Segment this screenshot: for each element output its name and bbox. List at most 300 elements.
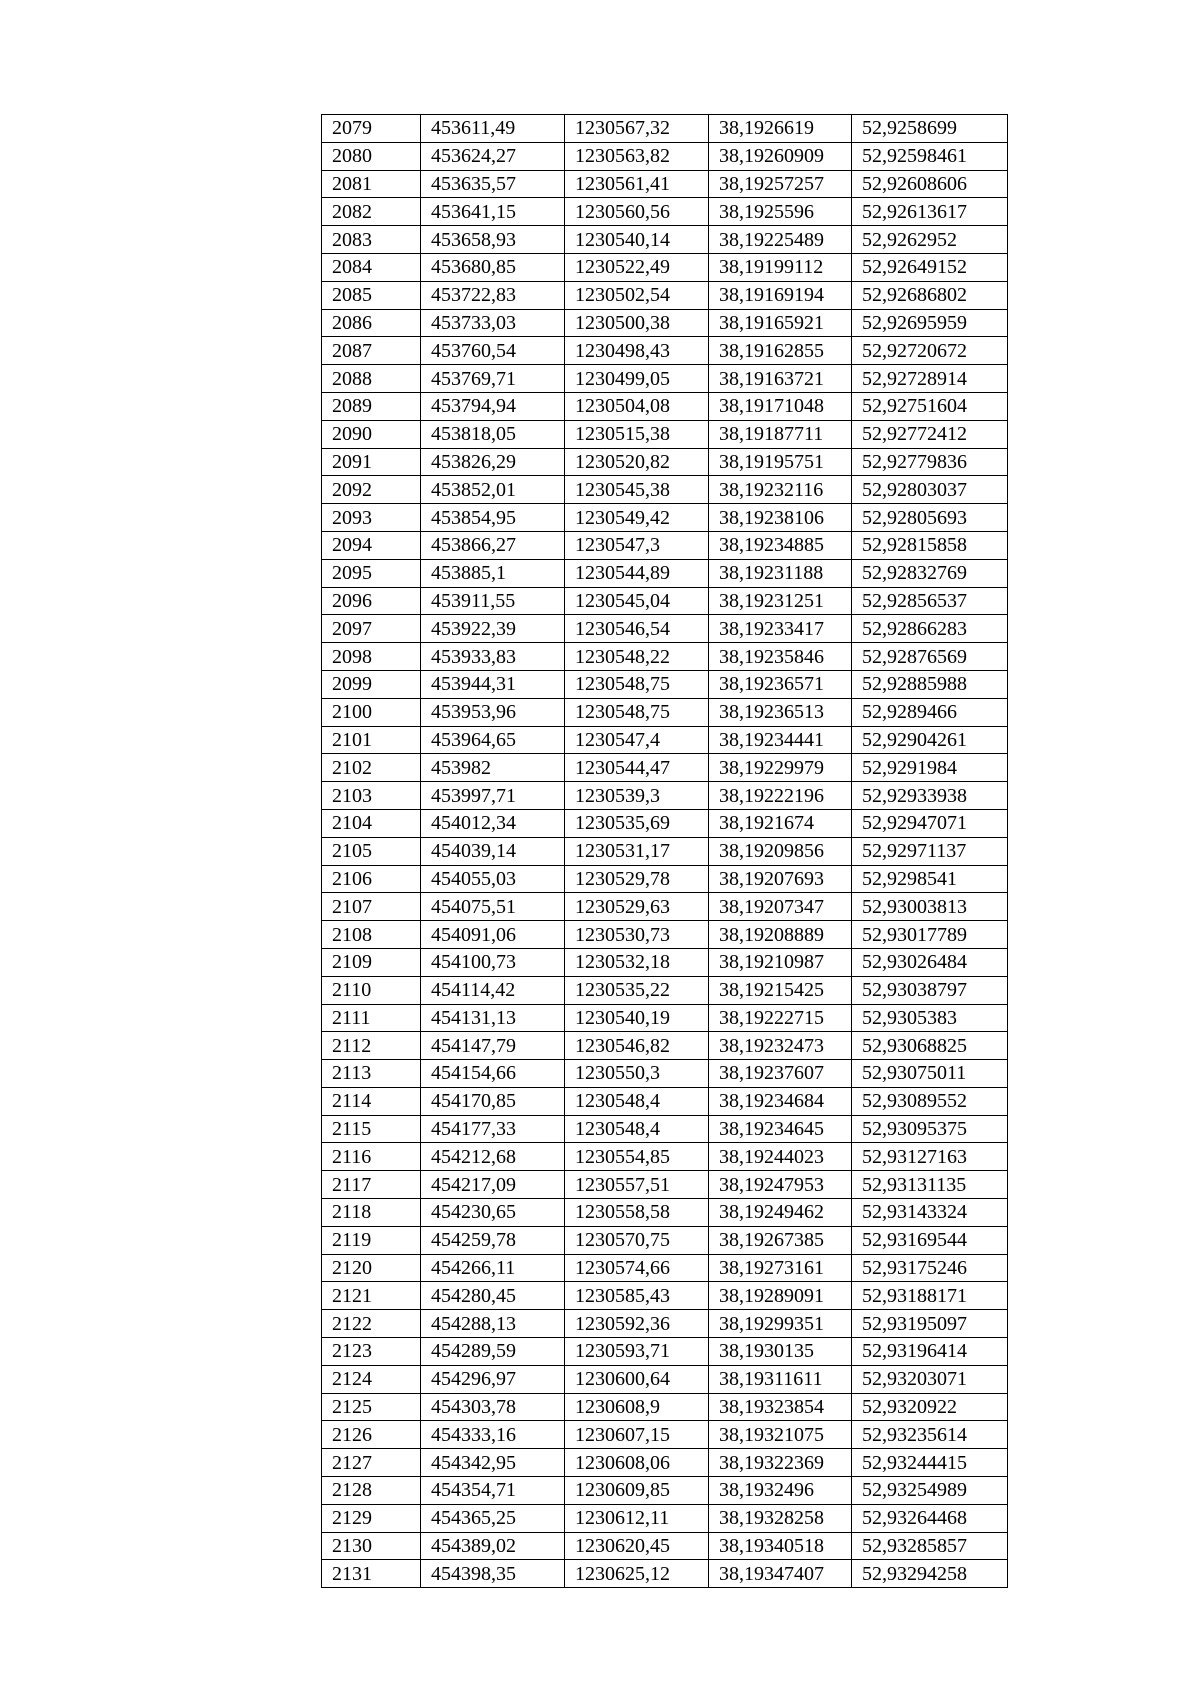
x-coordinate-cell: 453953,96 [421,698,565,726]
point-number-cell: 2104 [322,809,421,837]
latitude-cell: 52,92779836 [852,448,1008,476]
x-coordinate-cell: 454170,85 [421,1087,565,1115]
x-coordinate-cell: 453922,39 [421,615,565,643]
x-coordinate-cell: 453611,49 [421,115,565,143]
longitude-cell: 38,19207347 [709,893,852,921]
y-coordinate-cell: 1230546,54 [565,615,709,643]
y-coordinate-cell: 1230548,75 [565,670,709,698]
y-coordinate-cell: 1230570,75 [565,1226,709,1254]
y-coordinate-cell: 1230544,89 [565,559,709,587]
y-coordinate-cell: 1230608,9 [565,1393,709,1421]
table-row [322,1282,1008,1310]
x-coordinate-cell: 454039,14 [421,837,565,865]
point-number-cell: 2095 [322,559,421,587]
y-coordinate-cell: 1230608,06 [565,1449,709,1477]
point-number-cell: 2084 [322,253,421,281]
x-coordinate-cell: 454266,11 [421,1254,565,1282]
y-coordinate-cell: 1230585,43 [565,1282,709,1310]
point-number-cell: 2099 [322,670,421,698]
latitude-cell: 52,93127163 [852,1143,1008,1171]
table-row [322,615,1008,643]
table-row [322,1032,1008,1060]
x-coordinate-cell: 453911,55 [421,587,565,615]
longitude-cell: 38,19199112 [709,253,852,281]
x-coordinate-cell: 453933,83 [421,643,565,671]
y-coordinate-cell: 1230515,38 [565,420,709,448]
longitude-cell: 38,19171048 [709,392,852,420]
y-coordinate-cell: 1230593,71 [565,1338,709,1366]
longitude-cell: 38,19340518 [709,1532,852,1560]
point-number-cell: 2100 [322,698,421,726]
longitude-cell: 38,19163721 [709,365,852,393]
point-number-cell: 2108 [322,921,421,949]
table-row [322,253,1008,281]
x-coordinate-cell: 453624,27 [421,142,565,170]
x-coordinate-cell: 454389,02 [421,1532,565,1560]
latitude-cell: 52,93196414 [852,1338,1008,1366]
y-coordinate-cell: 1230499,05 [565,365,709,393]
latitude-cell: 52,92904261 [852,726,1008,754]
latitude-cell: 52,92608606 [852,170,1008,198]
point-number-cell: 2097 [322,615,421,643]
y-coordinate-cell: 1230558,58 [565,1199,709,1227]
latitude-cell: 52,92720672 [852,337,1008,365]
longitude-cell: 38,19225489 [709,226,852,254]
x-coordinate-cell: 454147,79 [421,1032,565,1060]
x-coordinate-cell: 454398,35 [421,1560,565,1588]
longitude-cell: 38,19236571 [709,670,852,698]
longitude-cell: 38,19322369 [709,1449,852,1477]
latitude-cell: 52,92805693 [852,504,1008,532]
table-row [322,1560,1008,1588]
latitude-cell: 52,92751604 [852,392,1008,420]
point-number-cell: 2085 [322,281,421,309]
point-number-cell: 2087 [322,337,421,365]
point-number-cell: 2079 [322,115,421,143]
latitude-cell: 52,9291984 [852,754,1008,782]
longitude-cell: 38,19162855 [709,337,852,365]
point-number-cell: 2122 [322,1310,421,1338]
latitude-cell: 52,93143324 [852,1199,1008,1227]
table-row [322,115,1008,143]
table-row [322,1393,1008,1421]
y-coordinate-cell: 1230540,14 [565,226,709,254]
longitude-cell: 38,1932496 [709,1477,852,1505]
latitude-cell: 52,92832769 [852,559,1008,587]
latitude-cell: 52,92933938 [852,782,1008,810]
latitude-cell: 52,9305383 [852,1004,1008,1032]
latitude-cell: 52,93017789 [852,921,1008,949]
y-coordinate-cell: 1230548,4 [565,1115,709,1143]
point-number-cell: 2114 [322,1087,421,1115]
point-number-cell: 2096 [322,587,421,615]
latitude-cell: 52,93195097 [852,1310,1008,1338]
longitude-cell: 38,19187711 [709,420,852,448]
latitude-cell: 52,92695959 [852,309,1008,337]
y-coordinate-cell: 1230612,11 [565,1504,709,1532]
longitude-cell: 38,19210987 [709,948,852,976]
x-coordinate-cell: 454289,59 [421,1338,565,1366]
table-row [322,726,1008,754]
point-number-cell: 2091 [322,448,421,476]
longitude-cell: 38,19311611 [709,1365,852,1393]
x-coordinate-cell: 454212,68 [421,1143,565,1171]
x-coordinate-cell: 453866,27 [421,531,565,559]
y-coordinate-cell: 1230548,22 [565,643,709,671]
y-coordinate-cell: 1230554,85 [565,1143,709,1171]
longitude-cell: 38,19260909 [709,142,852,170]
y-coordinate-cell: 1230545,04 [565,587,709,615]
x-coordinate-cell: 454280,45 [421,1282,565,1310]
y-coordinate-cell: 1230600,64 [565,1365,709,1393]
y-coordinate-cell: 1230498,43 [565,337,709,365]
x-coordinate-cell: 453760,54 [421,337,565,365]
point-number-cell: 2113 [322,1060,421,1088]
y-coordinate-cell: 1230522,49 [565,253,709,281]
point-number-cell: 2107 [322,893,421,921]
longitude-cell: 38,19207693 [709,865,852,893]
point-number-cell: 2103 [322,782,421,810]
latitude-cell: 52,93089552 [852,1087,1008,1115]
table-row [322,893,1008,921]
y-coordinate-cell: 1230547,4 [565,726,709,754]
latitude-cell: 52,93169544 [852,1226,1008,1254]
longitude-cell: 38,19215425 [709,976,852,1004]
longitude-cell: 38,19249462 [709,1199,852,1227]
table-row [322,1087,1008,1115]
y-coordinate-cell: 1230529,78 [565,865,709,893]
x-coordinate-cell: 454288,13 [421,1310,565,1338]
x-coordinate-cell: 454114,42 [421,976,565,1004]
point-number-cell: 2089 [322,392,421,420]
latitude-cell: 52,9298541 [852,865,1008,893]
latitude-cell: 52,93203071 [852,1365,1008,1393]
y-coordinate-cell: 1230563,82 [565,142,709,170]
x-coordinate-cell: 454091,06 [421,921,565,949]
table-row [322,587,1008,615]
table-row [322,976,1008,1004]
table-row [322,754,1008,782]
table-row [322,1532,1008,1560]
longitude-cell: 38,19208889 [709,921,852,949]
x-coordinate-cell: 453982 [421,754,565,782]
table-row [322,865,1008,893]
table-row [322,921,1008,949]
latitude-cell: 52,93175246 [852,1254,1008,1282]
y-coordinate-cell: 1230547,3 [565,531,709,559]
latitude-cell: 52,92686802 [852,281,1008,309]
latitude-cell: 52,9289466 [852,698,1008,726]
point-number-cell: 2082 [322,198,421,226]
table-row [322,1365,1008,1393]
table-row [322,1060,1008,1088]
x-coordinate-cell: 453997,71 [421,782,565,810]
longitude-cell: 38,1925596 [709,198,852,226]
longitude-cell: 38,19209856 [709,837,852,865]
point-number-cell: 2129 [322,1504,421,1532]
latitude-cell: 52,92598461 [852,142,1008,170]
longitude-cell: 38,1926619 [709,115,852,143]
latitude-cell: 52,92803037 [852,476,1008,504]
longitude-cell: 38,19195751 [709,448,852,476]
y-coordinate-cell: 1230574,66 [565,1254,709,1282]
latitude-cell: 52,9320922 [852,1393,1008,1421]
latitude-cell: 52,93026484 [852,948,1008,976]
x-coordinate-cell: 454154,66 [421,1060,565,1088]
x-coordinate-cell: 453885,1 [421,559,565,587]
longitude-cell: 38,19235846 [709,643,852,671]
point-number-cell: 2083 [322,226,421,254]
table-row [322,170,1008,198]
x-coordinate-cell: 453733,03 [421,309,565,337]
x-coordinate-cell: 453769,71 [421,365,565,393]
longitude-cell: 38,19231251 [709,587,852,615]
table-row [322,392,1008,420]
table-row [322,698,1008,726]
point-number-cell: 2086 [322,309,421,337]
table-row [322,948,1008,976]
point-number-cell: 2110 [322,976,421,1004]
x-coordinate-cell: 454177,33 [421,1115,565,1143]
longitude-cell: 38,19273161 [709,1254,852,1282]
latitude-cell: 52,93294258 [852,1560,1008,1588]
point-number-cell: 2102 [322,754,421,782]
x-coordinate-cell: 454217,09 [421,1171,565,1199]
table-row [322,782,1008,810]
longitude-cell: 38,19233417 [709,615,852,643]
x-coordinate-cell: 453658,93 [421,226,565,254]
longitude-cell: 38,19237607 [709,1060,852,1088]
table-row [322,420,1008,448]
point-number-cell: 2124 [322,1365,421,1393]
point-number-cell: 2109 [322,948,421,976]
y-coordinate-cell: 1230539,3 [565,782,709,810]
y-coordinate-cell: 1230548,4 [565,1087,709,1115]
y-coordinate-cell: 1230535,69 [565,809,709,837]
x-coordinate-cell: 454333,16 [421,1421,565,1449]
latitude-cell: 52,93003813 [852,893,1008,921]
latitude-cell: 52,92815858 [852,531,1008,559]
table-row [322,1477,1008,1505]
point-number-cell: 2111 [322,1004,421,1032]
y-coordinate-cell: 1230567,32 [565,115,709,143]
table-row [322,337,1008,365]
latitude-cell: 52,93038797 [852,976,1008,1004]
longitude-cell: 38,1930135 [709,1338,852,1366]
table-row [322,142,1008,170]
table-row [322,1504,1008,1532]
point-number-cell: 2120 [322,1254,421,1282]
point-number-cell: 2093 [322,504,421,532]
latitude-cell: 52,93244415 [852,1449,1008,1477]
y-coordinate-cell: 1230546,82 [565,1032,709,1060]
x-coordinate-cell: 454075,51 [421,893,565,921]
x-coordinate-cell: 453852,01 [421,476,565,504]
latitude-cell: 52,93254989 [852,1477,1008,1505]
y-coordinate-cell: 1230502,54 [565,281,709,309]
latitude-cell: 52,92971137 [852,837,1008,865]
point-number-cell: 2121 [322,1282,421,1310]
point-number-cell: 2088 [322,365,421,393]
longitude-cell: 38,19257257 [709,170,852,198]
y-coordinate-cell: 1230540,19 [565,1004,709,1032]
point-number-cell: 2081 [322,170,421,198]
x-coordinate-cell: 453854,95 [421,504,565,532]
y-coordinate-cell: 1230535,22 [565,976,709,1004]
y-coordinate-cell: 1230500,38 [565,309,709,337]
longitude-cell: 38,1921674 [709,809,852,837]
y-coordinate-cell: 1230592,36 [565,1310,709,1338]
table-row [322,448,1008,476]
point-number-cell: 2117 [322,1171,421,1199]
x-coordinate-cell: 454131,13 [421,1004,565,1032]
table-row [322,1226,1008,1254]
point-number-cell: 2125 [322,1393,421,1421]
latitude-cell: 52,93285857 [852,1532,1008,1560]
coordinate-table-body [322,115,1008,1588]
point-number-cell: 2101 [322,726,421,754]
x-coordinate-cell: 454303,78 [421,1393,565,1421]
table-row [322,670,1008,698]
table-row [322,1004,1008,1032]
table-row [322,226,1008,254]
x-coordinate-cell: 453722,83 [421,281,565,309]
longitude-cell: 38,19232473 [709,1032,852,1060]
point-number-cell: 2118 [322,1199,421,1227]
latitude-cell: 52,93235614 [852,1421,1008,1449]
y-coordinate-cell: 1230550,3 [565,1060,709,1088]
longitude-cell: 38,19231188 [709,559,852,587]
longitude-cell: 38,19323854 [709,1393,852,1421]
longitude-cell: 38,19247953 [709,1171,852,1199]
point-number-cell: 2106 [322,865,421,893]
table-row [322,531,1008,559]
point-number-cell: 2092 [322,476,421,504]
y-coordinate-cell: 1230545,38 [565,476,709,504]
point-number-cell: 2119 [322,1226,421,1254]
y-coordinate-cell: 1230529,63 [565,893,709,921]
x-coordinate-cell: 453944,31 [421,670,565,698]
x-coordinate-cell: 454342,95 [421,1449,565,1477]
point-number-cell: 2112 [322,1032,421,1060]
longitude-cell: 38,19328258 [709,1504,852,1532]
longitude-cell: 38,19229979 [709,754,852,782]
latitude-cell: 52,92856537 [852,587,1008,615]
longitude-cell: 38,19234885 [709,531,852,559]
longitude-cell: 38,19222715 [709,1004,852,1032]
table-row [322,1421,1008,1449]
y-coordinate-cell: 1230504,08 [565,392,709,420]
y-coordinate-cell: 1230625,12 [565,1560,709,1588]
latitude-cell: 52,92613617 [852,198,1008,226]
y-coordinate-cell: 1230607,15 [565,1421,709,1449]
y-coordinate-cell: 1230548,75 [565,698,709,726]
point-number-cell: 2127 [322,1449,421,1477]
longitude-cell: 38,19169194 [709,281,852,309]
y-coordinate-cell: 1230561,41 [565,170,709,198]
table-row [322,809,1008,837]
table-row [322,643,1008,671]
latitude-cell: 52,92866283 [852,615,1008,643]
point-number-cell: 2123 [322,1338,421,1366]
table-row [322,365,1008,393]
table-row [322,837,1008,865]
y-coordinate-cell: 1230544,47 [565,754,709,782]
x-coordinate-cell: 454296,97 [421,1365,565,1393]
latitude-cell: 52,92649152 [852,253,1008,281]
point-number-cell: 2094 [322,531,421,559]
table-row [322,1310,1008,1338]
table-row [322,309,1008,337]
longitude-cell: 38,19347407 [709,1560,852,1588]
longitude-cell: 38,19232116 [709,476,852,504]
x-coordinate-cell: 453818,05 [421,420,565,448]
latitude-cell: 52,93095375 [852,1115,1008,1143]
longitude-cell: 38,19289091 [709,1282,852,1310]
longitude-cell: 38,19234645 [709,1115,852,1143]
point-number-cell: 2090 [322,420,421,448]
longitude-cell: 38,19238106 [709,504,852,532]
y-coordinate-cell: 1230609,85 [565,1477,709,1505]
x-coordinate-cell: 453641,15 [421,198,565,226]
latitude-cell: 52,92772412 [852,420,1008,448]
longitude-cell: 38,19244023 [709,1143,852,1171]
table-row [322,1199,1008,1227]
longitude-cell: 38,19267385 [709,1226,852,1254]
latitude-cell: 52,92885988 [852,670,1008,698]
latitude-cell: 52,92876569 [852,643,1008,671]
longitude-cell: 38,19234684 [709,1087,852,1115]
point-number-cell: 2115 [322,1115,421,1143]
point-number-cell: 2128 [322,1477,421,1505]
table-row [322,1449,1008,1477]
x-coordinate-cell: 454354,71 [421,1477,565,1505]
latitude-cell: 52,93188171 [852,1282,1008,1310]
table-row [322,198,1008,226]
table-row [322,1143,1008,1171]
longitude-cell: 38,19321075 [709,1421,852,1449]
coordinate-table [321,114,1008,1588]
longitude-cell: 38,19299351 [709,1310,852,1338]
table-row [322,1254,1008,1282]
point-number-cell: 2105 [322,837,421,865]
point-number-cell: 2131 [322,1560,421,1588]
x-coordinate-cell: 454100,73 [421,948,565,976]
longitude-cell: 38,19236513 [709,698,852,726]
x-coordinate-cell: 454259,78 [421,1226,565,1254]
x-coordinate-cell: 453794,94 [421,392,565,420]
y-coordinate-cell: 1230532,18 [565,948,709,976]
latitude-cell: 52,93068825 [852,1032,1008,1060]
longitude-cell: 38,19222196 [709,782,852,810]
table-row [322,1338,1008,1366]
table-row [322,559,1008,587]
latitude-cell: 52,9262952 [852,226,1008,254]
x-coordinate-cell: 453964,65 [421,726,565,754]
latitude-cell: 52,93075011 [852,1060,1008,1088]
longitude-cell: 38,19165921 [709,309,852,337]
latitude-cell: 52,9258699 [852,115,1008,143]
point-number-cell: 2126 [322,1421,421,1449]
x-coordinate-cell: 454230,65 [421,1199,565,1227]
table-row [322,476,1008,504]
x-coordinate-cell: 454055,03 [421,865,565,893]
table-row [322,504,1008,532]
longitude-cell: 38,19234441 [709,726,852,754]
x-coordinate-cell: 454012,34 [421,809,565,837]
x-coordinate-cell: 453826,29 [421,448,565,476]
y-coordinate-cell: 1230620,45 [565,1532,709,1560]
